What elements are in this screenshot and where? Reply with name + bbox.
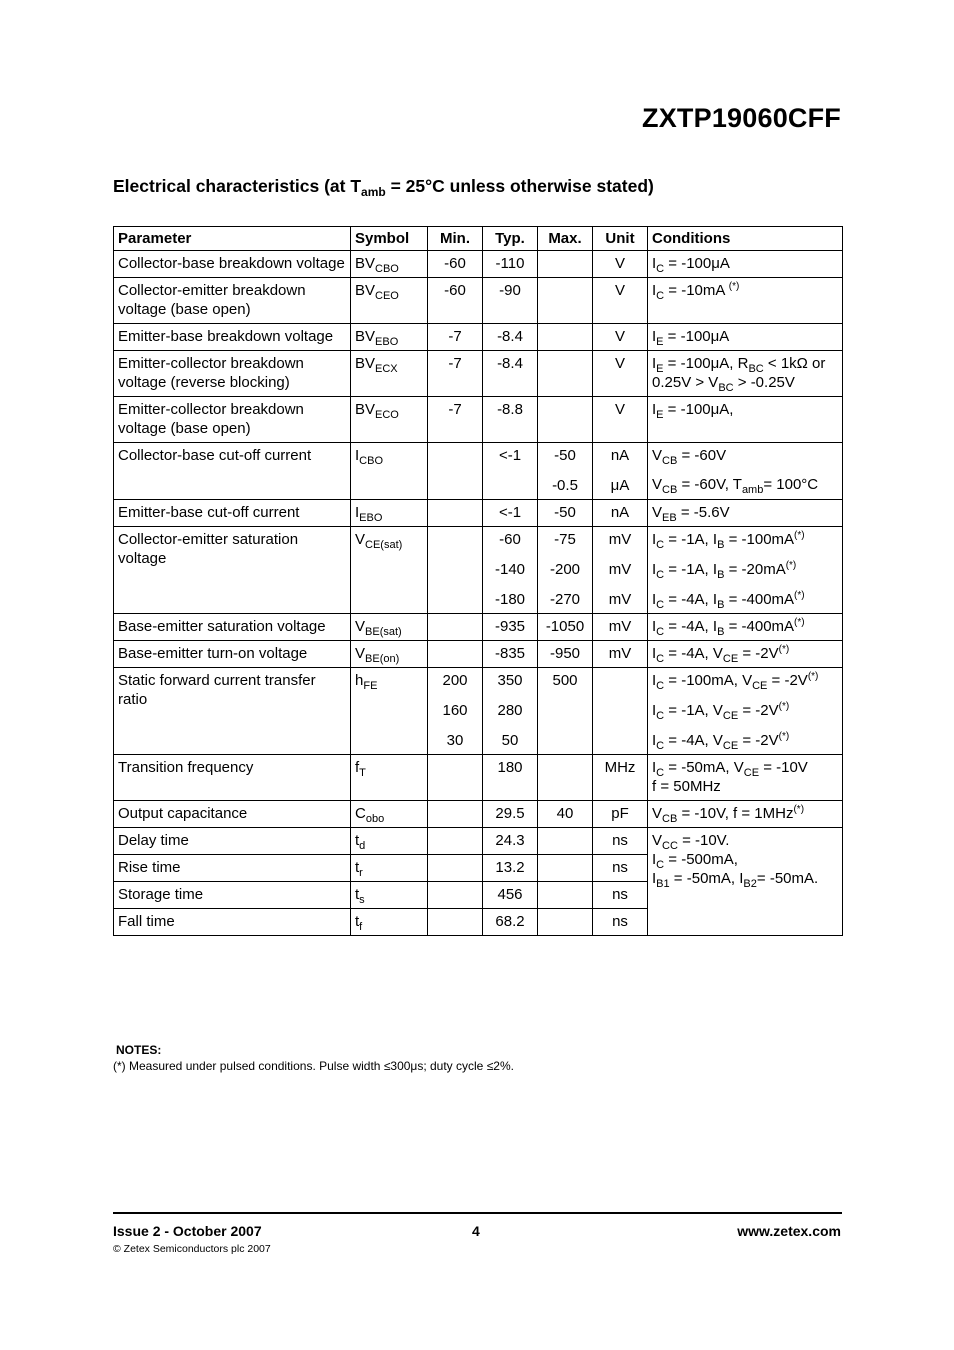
conditions-cell: $I_E = -100\mu A$ [648, 324, 843, 351]
unit-cell: MHz [593, 755, 648, 801]
column-header: Conditions [648, 227, 843, 251]
unit-cell: ns [593, 855, 648, 882]
column-header: Parameter [114, 227, 351, 251]
symbol-cell: $BV_{ECX}$ [351, 351, 428, 397]
notes-heading: NOTES: [116, 1043, 162, 1057]
typ-cell: -90 [483, 278, 538, 324]
table-row [114, 614, 843, 641]
max-cell: 40 [538, 801, 593, 828]
max-cell [538, 855, 593, 882]
table-row [114, 397, 843, 443]
symbol-cell: $BV_{ECO}$ [351, 397, 428, 443]
symbol-cell: $I_{CBO}$ [351, 443, 428, 500]
typ-cell: -110 [483, 251, 538, 278]
min-cell: -60 [428, 278, 483, 324]
typ-cell: 180 [483, 755, 538, 801]
footer-issue: Issue 2 - October 2007 [113, 1223, 262, 1239]
conditions-cell: $V_{CB} = -10V$, f = 1MHz(*) [648, 801, 843, 828]
footer-website-link[interactable]: www.zetex.com [737, 1223, 841, 1239]
max-cell: -1050 [538, 614, 593, 641]
table-row [114, 278, 843, 324]
max-cell: -75 -200 -270 [538, 527, 593, 614]
max-cell [538, 278, 593, 324]
parameter-cell: Emitter-collector breakdown voltage (base open) [114, 397, 351, 443]
parameter-cell: Collector-base cut-off current [114, 443, 351, 500]
min-cell [428, 500, 483, 527]
notes-text: (*) Measured under pulsed conditions. Pulse width ≤300μs; duty cycle ≤2%. [113, 1059, 514, 1073]
symbol-cell: $h_{FE}$ [351, 668, 428, 755]
symbol-cell: $t_s$ [351, 882, 428, 909]
unit-cell: ns [593, 882, 648, 909]
column-header: Unit [593, 227, 648, 251]
part-number-title: ZXTP19060CFF [642, 103, 841, 133]
symbol-cell: $V_{BE(sat)}$ [351, 614, 428, 641]
conditions-cell: $I_E = -100\mu A$, [648, 397, 843, 443]
symbol-cell: $BV_{EBO}$ [351, 324, 428, 351]
symbol-cell: $t_r$ [351, 855, 428, 882]
column-header: Max. [538, 227, 593, 251]
column-header: Typ. [483, 227, 538, 251]
footer-page-number: 4 [472, 1223, 480, 1239]
conditions-cell: $I_C = -4A$, $I_B = -400mA^{(*)}$ [648, 614, 843, 641]
column-header: Min. [428, 227, 483, 251]
table-row [114, 801, 843, 828]
conditions-cell: $I_C = -50mA$, $V_{CE} = -10V$ f = 50MHz [648, 755, 843, 801]
conditions-cell: $I_C = -10mA$ (*) [648, 278, 843, 324]
typ-cell: 24.3 [483, 828, 538, 855]
unit-cell: V [593, 351, 648, 397]
table-row [114, 527, 843, 614]
symbol-cell: $t_d$ [351, 828, 428, 855]
table-row [114, 641, 843, 668]
switching-conditions-cell: $V_{CC} = -10V$. $I_C = -500mA$, $I_{B1} = -50mA$, $I_{B2}= -50mA$. [648, 828, 843, 936]
table-row [114, 324, 843, 351]
symbol-cell: $f_T$ [351, 755, 428, 801]
typ-cell: 350 280 50 [483, 668, 538, 755]
min-cell [428, 909, 483, 936]
typ-cell: -8.4 [483, 324, 538, 351]
unit-cell: V [593, 251, 648, 278]
typ-cell: 456 [483, 882, 538, 909]
table-row [114, 668, 843, 755]
min-cell [428, 614, 483, 641]
footer-copyright: © Zetex Semiconductors plc 2007 [113, 1243, 271, 1255]
table-row [114, 828, 843, 855]
table-row [114, 251, 843, 278]
conditions-cell: $I_C = -100\mu A$ [648, 251, 843, 278]
unit-cell: mV [593, 614, 648, 641]
parameter-cell: Storage time [114, 882, 351, 909]
unit-cell: mV [593, 641, 648, 668]
conditions-cell: $I_C = -1A$, $I_B = -100mA^{(*)}$ $I_C = -1A$, $I_B = -20mA^{(*)}$ $I_C = -4A$, $I_B = -400mA^{(*)}$ [648, 527, 843, 614]
symbol-cell: $BV_{CBO}$ [351, 251, 428, 278]
unit-cell: V [593, 397, 648, 443]
unit-cell: V [593, 324, 648, 351]
symbol-cell: $t_f$ [351, 909, 428, 936]
unit-cell: ns [593, 909, 648, 936]
max-cell [538, 397, 593, 443]
symbol-cell: $BV_{CEO}$ [351, 278, 428, 324]
min-cell: -7 [428, 397, 483, 443]
table-row [114, 755, 843, 801]
electrical-characteristics-table [113, 226, 843, 936]
typ-cell: -935 [483, 614, 538, 641]
parameter-cell: Emitter-base cut-off current [114, 500, 351, 527]
conditions-cell: $V_{CB} = -60V$ $V_{CB} = -60V$, $T_{amb}= 100^\circ C$ [648, 443, 843, 500]
min-cell [428, 855, 483, 882]
unit-cell [593, 668, 648, 755]
parameter-cell: Base-emitter turn-on voltage [114, 641, 351, 668]
conditions-cell: $V_{EB} = -5.6V$ [648, 500, 843, 527]
symbol-cell: $V_{CE(sat)}$ [351, 527, 428, 614]
column-header: Symbol [351, 227, 428, 251]
min-cell [428, 443, 483, 500]
typ-cell: 13.2 [483, 855, 538, 882]
unit-cell: V [593, 278, 648, 324]
max-cell [538, 351, 593, 397]
parameter-cell: Collector-emitter saturation voltage [114, 527, 351, 614]
typ-cell: -835 [483, 641, 538, 668]
typ-cell: -8.8 [483, 397, 538, 443]
typ-cell: 29.5 [483, 801, 538, 828]
unit-cell: nA μA [593, 443, 648, 500]
max-cell: -950 [538, 641, 593, 668]
conditions-cell: $I_C = -4A$, $V_{CE} = -2V^{(*)}$ [648, 641, 843, 668]
min-cell [428, 801, 483, 828]
min-cell [428, 527, 483, 614]
table-row [114, 500, 843, 527]
min-cell: -60 [428, 251, 483, 278]
unit-cell: nA [593, 500, 648, 527]
typ-cell: -8.4 [483, 351, 538, 397]
parameter-cell: Output capacitance [114, 801, 351, 828]
parameter-cell: Static forward current transfer ratio [114, 668, 351, 755]
min-cell [428, 641, 483, 668]
max-cell [538, 909, 593, 936]
parameter-cell: Emitter-collector breakdown voltage (reverse blocking) [114, 351, 351, 397]
parameter-cell: Fall time [114, 909, 351, 936]
max-cell [538, 882, 593, 909]
parameter-cell: Collector-emitter breakdown voltage (base open) [114, 278, 351, 324]
parameter-cell: Rise time [114, 855, 351, 882]
min-cell: -7 [428, 324, 483, 351]
conditions-cell: $I_C = -100mA$, $V_{CE} = -2V^{(*)}$ $I_C = -1A$, $V_{CE} = -2V^{(*)}$ $I_C = -4A$, $V_{CE} = -2V^{(*)}$ [648, 668, 843, 755]
unit-cell: mV mV mV [593, 527, 648, 614]
max-cell [538, 324, 593, 351]
max-cell [538, 755, 593, 801]
typ-cell: <-1 [483, 500, 538, 527]
typ-cell: <-1 [483, 443, 538, 500]
unit-cell: pF [593, 801, 648, 828]
conditions-cell: $I_E = -100\mu A$, $R_{BC} < 1k\Omega$ or $0.25V > V_{BC} > -0.25V$ [648, 351, 843, 397]
parameter-cell: Emitter-base breakdown voltage [114, 324, 351, 351]
typ-cell: 68.2 [483, 909, 538, 936]
min-cell [428, 828, 483, 855]
parameter-cell: Collector-base breakdown voltage [114, 251, 351, 278]
parameter-cell: Base-emitter saturation voltage [114, 614, 351, 641]
min-cell: 200 160 30 [428, 668, 483, 755]
footer-divider [113, 1212, 842, 1214]
symbol-cell: $V_{BE(on)}$ [351, 641, 428, 668]
typ-cell: -60 -140 -180 [483, 527, 538, 614]
min-cell [428, 755, 483, 801]
max-cell: -50 [538, 500, 593, 527]
max-cell: 500 [538, 668, 593, 755]
table-header-row [114, 227, 843, 251]
section-title: Electrical characteristics (at $T_{amb} = 25^\circ C$ unless otherwise stated) [113, 176, 654, 199]
symbol-cell: $C_{obo}$ [351, 801, 428, 828]
max-cell [538, 828, 593, 855]
table-row [114, 443, 843, 500]
symbol-cell: $I_{EBO}$ [351, 500, 428, 527]
max-cell [538, 251, 593, 278]
notes-block [113, 1042, 514, 1074]
max-cell: -50 -0.5 [538, 443, 593, 500]
min-cell: -7 [428, 351, 483, 397]
parameter-cell: Transition frequency [114, 755, 351, 801]
parameter-cell: Delay time [114, 828, 351, 855]
min-cell [428, 882, 483, 909]
unit-cell: ns [593, 828, 648, 855]
table-row [114, 351, 843, 397]
